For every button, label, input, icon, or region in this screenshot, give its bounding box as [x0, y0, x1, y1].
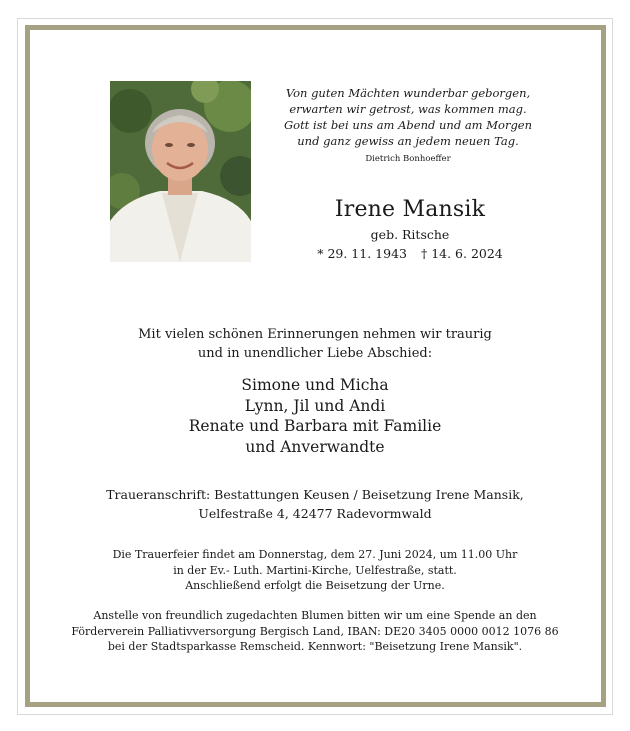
donation-line: Anstelle von freundlich zugedachten Blumen bitten wir um eine Spende an den [93, 609, 537, 622]
family-line: Lynn, Jil und Andi [244, 396, 386, 415]
deceased-name: Irene Mansik [334, 197, 486, 222]
donation-line: bei der Stadtsparkasse Remscheid. Kennwort: "Beisetzung Irene Mansik". [107, 640, 523, 653]
address-line: Traueranschrift: Bestattungen Keusen / Beisetzung Irene Mansik, [106, 487, 524, 502]
portrait-illustration [110, 81, 251, 262]
intro-line: und in unendlicher Liebe Abschied: [197, 346, 433, 361]
ceremony-line: Die Trauerfeier findet am Donnerstag, dem 27. Juni 2024, um 11.00 Uhr [112, 548, 518, 561]
quote-line: erwarten wir getrost, was kommen mag. [289, 102, 527, 116]
family-line: Renate und Barbara mit Familie [188, 417, 442, 435]
death-date: † 14. 6. 2024 [420, 246, 503, 261]
donation-notice [40, 608, 590, 655]
family-list [40, 375, 590, 457]
ceremony-line: in der Ev.- Luth. Martini-Kirche, Uelfestraße, statt. [173, 563, 457, 577]
quote-line: und ganz gewiss an jedem neuen Tag. [297, 134, 519, 148]
intro-line: Mit vielen schönen Erinnerungen nehmen wir traurig [138, 327, 492, 342]
birth-name: geb. Ritsche [370, 227, 450, 242]
farewell-intro [40, 325, 590, 363]
family-line: und Anverwandte [245, 437, 385, 456]
quote-line: Gott ist bei uns am Abend und am Morgen [283, 118, 533, 132]
quote-author: Dietrich Bonhoeffer [365, 154, 451, 164]
mourning-address [40, 485, 590, 523]
bonhoeffer-quote [268, 85, 548, 167]
family-line: Simone und Micha [241, 376, 389, 394]
donation-line: Förderverein Palliativversorgung Bergisch Land, IBAN: DE20 3405 0000 0012 1076 86 [71, 624, 559, 638]
portrait-photo [110, 81, 251, 262]
birth-date: * 29. 11. 1943 [317, 246, 407, 261]
ceremony-notice [40, 547, 590, 594]
address-line: Uelfestraße 4, 42477 Radevormwald [198, 506, 432, 521]
life-dates [270, 246, 550, 261]
quote-line: Von guten Mächten wunderbar geborgen, [285, 86, 531, 100]
ceremony-line: Anschließend erfolgt die Beisetzung der Urne. [185, 579, 445, 592]
